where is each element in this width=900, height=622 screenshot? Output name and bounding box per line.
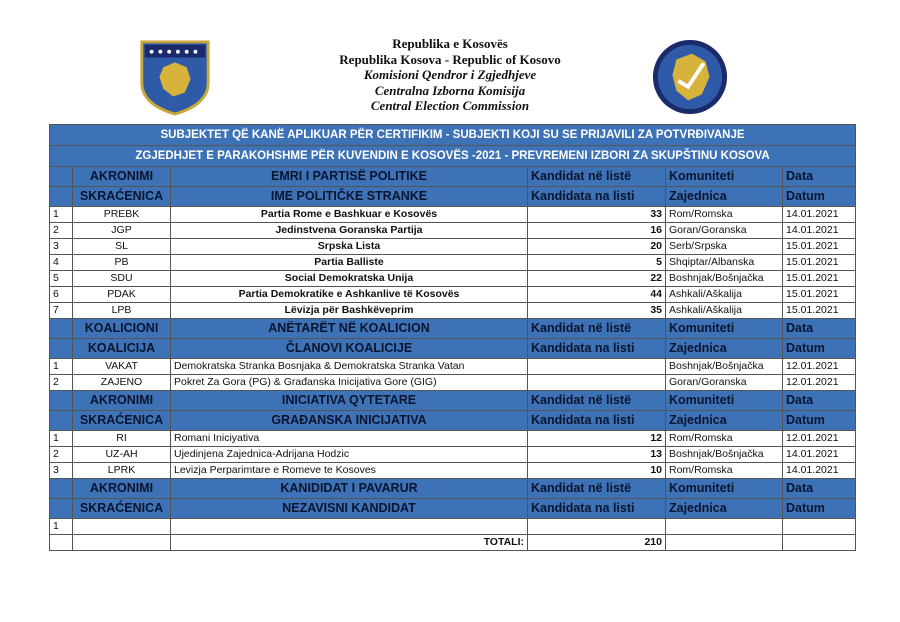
date-cell: 12.01.2021: [783, 375, 856, 391]
name-header: EMRI I PARTISË POLITIKE: [171, 167, 528, 187]
candidates-header: Kandidata na listi: [528, 187, 666, 207]
community-cell: Goran/Goranska: [666, 375, 783, 391]
acronym-header: AKRONIMI: [73, 479, 171, 499]
row-number: 2: [50, 375, 73, 391]
date-header: Data: [783, 391, 856, 411]
name-cell: Levizja Perparimtare e Romeve te Kosoves: [171, 463, 528, 479]
date-cell: 12.01.2021: [783, 431, 856, 447]
candidates-cell: [528, 359, 666, 375]
name-cell: Ujedinjena Zajednica-Adrijana Hodzic: [171, 447, 528, 463]
name-header: ČLANOVI KOALICIJE: [171, 339, 528, 359]
row-number: 7: [50, 303, 73, 319]
community-header: Komuniteti: [666, 479, 783, 499]
name-header: KANIDIDAT I PAVARUR: [171, 479, 528, 499]
row-number: 2: [50, 223, 73, 239]
acronym-cell: SDU: [73, 271, 171, 287]
kosovo-coat-of-arms-icon: [136, 38, 214, 116]
candidates-cell: 20: [528, 239, 666, 255]
section-header-row: [50, 479, 856, 499]
total-empty-cell: [783, 535, 856, 551]
community-cell: Goran/Goranska: [666, 223, 783, 239]
name-header: GRAĐANSKA INICIJATIVA: [171, 411, 528, 431]
acronym-cell: JGP: [73, 223, 171, 239]
acronym-cell: UZ-AH: [73, 447, 171, 463]
title-banner-row-1: [50, 125, 856, 146]
candidates-table: [49, 124, 856, 551]
table-row: [50, 271, 856, 287]
header-line-4: Centralna Izborna Komisija: [374, 82, 526, 98]
date-header: Datum: [783, 499, 856, 519]
table-row: [50, 207, 856, 223]
title-banner-line-1: SUBJEKTET QË KANË APLIKUAR PËR CERTIFIKIM - SUBJEKTI KOJI SU SE PRIJAVILI ZA POTVRĐIVANJE: [50, 125, 856, 146]
header-spacer-cell: [50, 391, 73, 411]
table-row: [50, 239, 856, 255]
date-cell: 15.01.2021: [783, 239, 856, 255]
header-line-2: Republika Kosova - Republic of Kosovo: [339, 51, 561, 67]
date-header: Data: [783, 319, 856, 339]
name-cell: Romani Iniciyativa: [171, 431, 528, 447]
header-line-3: Komisioni Qendror i Zgjedhjeve: [363, 67, 537, 82]
header-spacer-cell: [50, 187, 73, 207]
date-header: Datum: [783, 187, 856, 207]
acronym-cell: ZAJENO: [73, 375, 171, 391]
acronym-cell: [73, 519, 171, 535]
total-row: [50, 535, 856, 551]
date-header: Datum: [783, 339, 856, 359]
acronym-cell: VAKAT: [73, 359, 171, 375]
candidates-header: Kandidata na listi: [528, 339, 666, 359]
date-header: Data: [783, 479, 856, 499]
section-header-row: [50, 167, 856, 187]
row-number: 1: [50, 519, 73, 535]
row-number: 1: [50, 431, 73, 447]
community-header: Komuniteti: [666, 167, 783, 187]
name-cell: Demokratska Stranka Bosnjaka & Demokratska Stranka Vatan: [171, 359, 528, 375]
date-cell: [783, 519, 856, 535]
cec-logo-icon: [651, 38, 729, 116]
total-empty-cell: [666, 535, 783, 551]
row-number: 6: [50, 287, 73, 303]
section-header-row: [50, 391, 856, 411]
candidates-cell: [528, 375, 666, 391]
community-cell: Serb/Srpska: [666, 239, 783, 255]
title-banner-line-2: ZGJEDHJET E PARAKOHSHME PËR KUVENDIN E KOSOVËS -2021 - PREVREMENI IZBORI ZA SKUPŠTINU KOSOVA: [50, 146, 856, 167]
acronym-header: AKRONIMI: [73, 167, 171, 187]
name-cell: Pokret Za Gora (PG) & Građanska Inicijativa Gore (GIG): [171, 375, 528, 391]
date-cell: 14.01.2021: [783, 463, 856, 479]
total-value: 210: [528, 535, 666, 551]
community-cell: Rom/Romska: [666, 431, 783, 447]
acronym-cell: PDAK: [73, 287, 171, 303]
community-cell: Shqiptar/Albanska: [666, 255, 783, 271]
date-cell: 15.01.2021: [783, 303, 856, 319]
table-row: [50, 223, 856, 239]
section-header-row: [50, 339, 856, 359]
section-header-row: [50, 319, 856, 339]
acronym-cell: SL: [73, 239, 171, 255]
candidates-cell: 5: [528, 255, 666, 271]
community-cell: Rom/Romska: [666, 463, 783, 479]
name-header: ANËTARËT NË KOALICION: [171, 319, 528, 339]
date-cell: 14.01.2021: [783, 447, 856, 463]
date-cell: 14.01.2021: [783, 223, 856, 239]
acronym-cell: PREBK: [73, 207, 171, 223]
date-header: Data: [783, 167, 856, 187]
acronym-header: KOALICIONI: [73, 319, 171, 339]
community-cell: Boshnjak/Bošnjačka: [666, 359, 783, 375]
candidates-header: Kandidat në listë: [528, 391, 666, 411]
table-row: [50, 375, 856, 391]
candidates-header: Kandidata na listi: [528, 499, 666, 519]
header-spacer-cell: [50, 339, 73, 359]
table-row: [50, 431, 856, 447]
candidates-cell: 44: [528, 287, 666, 303]
section-header-row: [50, 499, 856, 519]
community-header: Zajednica: [666, 411, 783, 431]
row-number: 3: [50, 239, 73, 255]
row-number: 5: [50, 271, 73, 287]
total-label: TOTALI:: [171, 535, 528, 551]
acronym-header: AKRONIMI: [73, 391, 171, 411]
row-number: 1: [50, 207, 73, 223]
community-header: Zajednica: [666, 499, 783, 519]
section-header-row: [50, 411, 856, 431]
table-row: [50, 303, 856, 319]
candidates-cell: 10: [528, 463, 666, 479]
candidates-header: Kandidata na listi: [528, 411, 666, 431]
header-spacer-cell: [50, 167, 73, 187]
date-cell: 15.01.2021: [783, 271, 856, 287]
table-row: [50, 359, 856, 375]
name-cell: Partia Balliste: [171, 255, 528, 271]
acronym-cell: LPRK: [73, 463, 171, 479]
date-cell: 12.01.2021: [783, 359, 856, 375]
community-header: Zajednica: [666, 187, 783, 207]
name-cell: Social Demokratska Unija: [171, 271, 528, 287]
date-cell: 15.01.2021: [783, 287, 856, 303]
row-number: 2: [50, 447, 73, 463]
community-cell: Boshnjak/Bošnjačka: [666, 271, 783, 287]
name-cell: Lëvizja për Bashkëveprim: [171, 303, 528, 319]
header-spacer-cell: [50, 479, 73, 499]
name-header: IME POLITIČKE STRANKE: [171, 187, 528, 207]
candidates-header: Kandidat në listë: [528, 319, 666, 339]
name-header: INICIATIVA QYTETARE: [171, 391, 528, 411]
document-header: [0, 0, 900, 120]
candidates-cell: 12: [528, 431, 666, 447]
header-spacer-cell: [50, 411, 73, 431]
date-header: Datum: [783, 411, 856, 431]
community-cell: Boshnjak/Bošnjačka: [666, 447, 783, 463]
institution-names: [250, 36, 650, 114]
table-row: [50, 463, 856, 479]
header-line-5: Central Election Commission: [370, 98, 530, 113]
name-cell: [171, 519, 528, 535]
total-empty-cell: [50, 535, 73, 551]
candidates-cell: [528, 519, 666, 535]
table-row: [50, 519, 856, 535]
candidates-cell: 35: [528, 303, 666, 319]
name-header: NEZAVISNI KANDIDAT: [171, 499, 528, 519]
candidates-cell: 33: [528, 207, 666, 223]
acronym-header: SKRAĆENICA: [73, 411, 171, 431]
acronym-header: SKRAĆENICA: [73, 499, 171, 519]
header-spacer-cell: [50, 499, 73, 519]
row-number: 1: [50, 359, 73, 375]
community-cell: Rom/Romska: [666, 207, 783, 223]
date-cell: 14.01.2021: [783, 207, 856, 223]
candidates-cell: 13: [528, 447, 666, 463]
community-cell: [666, 519, 783, 535]
community-cell: Ashkali/Aškalija: [666, 287, 783, 303]
title-banner-row-2: [50, 146, 856, 167]
community-header: Zajednica: [666, 339, 783, 359]
name-cell: Srpska Lista: [171, 239, 528, 255]
acronym-cell: LPB: [73, 303, 171, 319]
candidates-cell: 22: [528, 271, 666, 287]
date-cell: 15.01.2021: [783, 255, 856, 271]
community-header: Komuniteti: [666, 319, 783, 339]
candidates-header: Kandidat në listë: [528, 167, 666, 187]
acronym-cell: PB: [73, 255, 171, 271]
total-empty-cell: [73, 535, 171, 551]
name-cell: Jedinstvena Goranska Partija: [171, 223, 528, 239]
row-number: 4: [50, 255, 73, 271]
acronym-header: SKRAĆENICA: [73, 187, 171, 207]
acronym-header: KOALICIJA: [73, 339, 171, 359]
name-cell: Partia Rome e Bashkuar e Kosovës: [171, 207, 528, 223]
table-row: [50, 447, 856, 463]
table-row: [50, 287, 856, 303]
section-header-row: [50, 187, 856, 207]
community-header: Komuniteti: [666, 391, 783, 411]
table-row: [50, 255, 856, 271]
community-cell: Ashkali/Aškalija: [666, 303, 783, 319]
name-cell: Partia Demokratike e Ashkanlive të Kosovës: [171, 287, 528, 303]
header-spacer-cell: [50, 319, 73, 339]
candidates-cell: 16: [528, 223, 666, 239]
candidates-header: Kandidat në listë: [528, 479, 666, 499]
acronym-cell: RI: [73, 431, 171, 447]
header-line-1: Republika e Kosovës: [392, 36, 508, 51]
row-number: 3: [50, 463, 73, 479]
